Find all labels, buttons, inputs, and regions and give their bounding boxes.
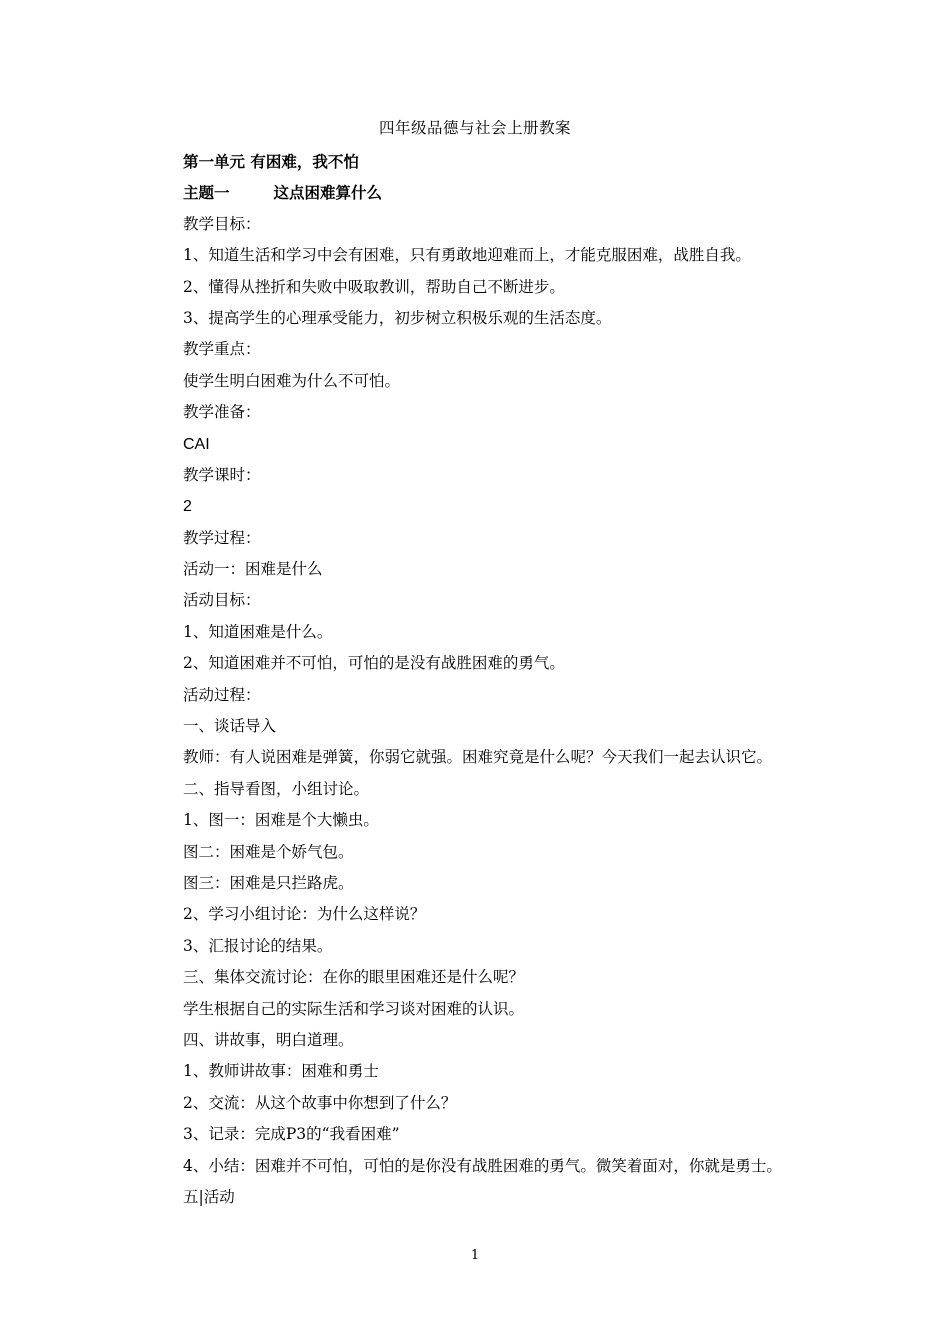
paragraph: 教学课时： xyxy=(183,465,261,484)
paragraph: 使学生明白困难为什么不可怕。 xyxy=(183,371,401,390)
paragraph: 四、讲故事，明白道理。 xyxy=(183,1030,354,1049)
paragraph: 图二：困难是个娇气包。 xyxy=(183,842,354,861)
paragraph: 教学过程： xyxy=(183,528,261,547)
paragraph: 2、学习小组讨论：为什么这样说？ xyxy=(183,905,426,924)
paragraph: 1、教师讲故事：困难和勇士 xyxy=(183,1062,379,1081)
paragraph: 3、记录：完成P3的“我看困难” xyxy=(183,1125,400,1144)
paragraph: 2、交流：从这个故事中你想到了什么？ xyxy=(183,1093,457,1112)
paragraph: 2、知道困难并不可怕，可怕的是没有战胜困难的勇气。 xyxy=(183,654,565,673)
document-title: 四年级品德与社会上册教案 xyxy=(378,119,571,137)
paragraph: 2 xyxy=(183,498,192,516)
paragraph: 学生根据自己的实际生活和学习谈对困难的认识。 xyxy=(183,999,525,1018)
paragraph: 1、知道生活和学习中会有困难，只有勇敢地迎难而上，才能克服困难，战胜自我。 xyxy=(183,246,751,265)
paragraph: 3、提高学生的心理承受能力，初步树立积极乐观的生活态度。 xyxy=(183,308,612,327)
paragraph: 3、汇报讨论的结果。 xyxy=(183,936,333,955)
paragraph: 活动目标： xyxy=(183,591,261,610)
paragraph: 三、集体交流讨论：在你的眼里困难还是什么呢？ xyxy=(183,968,525,987)
paragraph: 活动过程： xyxy=(183,685,261,704)
paragraph: 二、指导看图，小组讨论。 xyxy=(183,779,370,798)
paragraph: 一、谈话导入 xyxy=(183,717,277,736)
paragraph: 1、知道困难是什么。 xyxy=(183,622,333,641)
paragraph: 4、小结：困难并不可怕，可怕的是你没有战胜困难的勇气。微笑着面对，你就是勇士。 xyxy=(183,1156,782,1175)
theme-title: 这点困难算什么 xyxy=(273,183,383,203)
paragraph: 2、懂得从挫折和失败中吸取教训，帮助自己不断进步。 xyxy=(183,277,565,296)
paragraph: 五|活动 xyxy=(183,1187,235,1206)
paragraph: CAI xyxy=(183,435,210,453)
document-body xyxy=(183,146,823,1213)
paragraph: 1、图一：困难是个大懒虫。 xyxy=(183,811,379,830)
paragraph: 活动一：困难是什么 xyxy=(183,560,323,579)
page-number: 1 xyxy=(470,1248,480,1263)
theme-heading xyxy=(183,177,823,208)
paragraph: 教师：有人说困难是弹簧，你弱它就强。困难究竟是什么呢？今天我们一起去认识它。 xyxy=(183,748,773,767)
paragraph: 教学重点： xyxy=(183,340,261,359)
paragraph: 教学目标： xyxy=(183,214,261,233)
paragraph: 教学准备： xyxy=(183,403,261,422)
unit-heading: 第一单元 有困难，我不怕 xyxy=(183,152,359,171)
theme-label: 主题一 xyxy=(183,183,230,203)
paragraph: 图三：困难是只拦路虎。 xyxy=(183,873,354,892)
